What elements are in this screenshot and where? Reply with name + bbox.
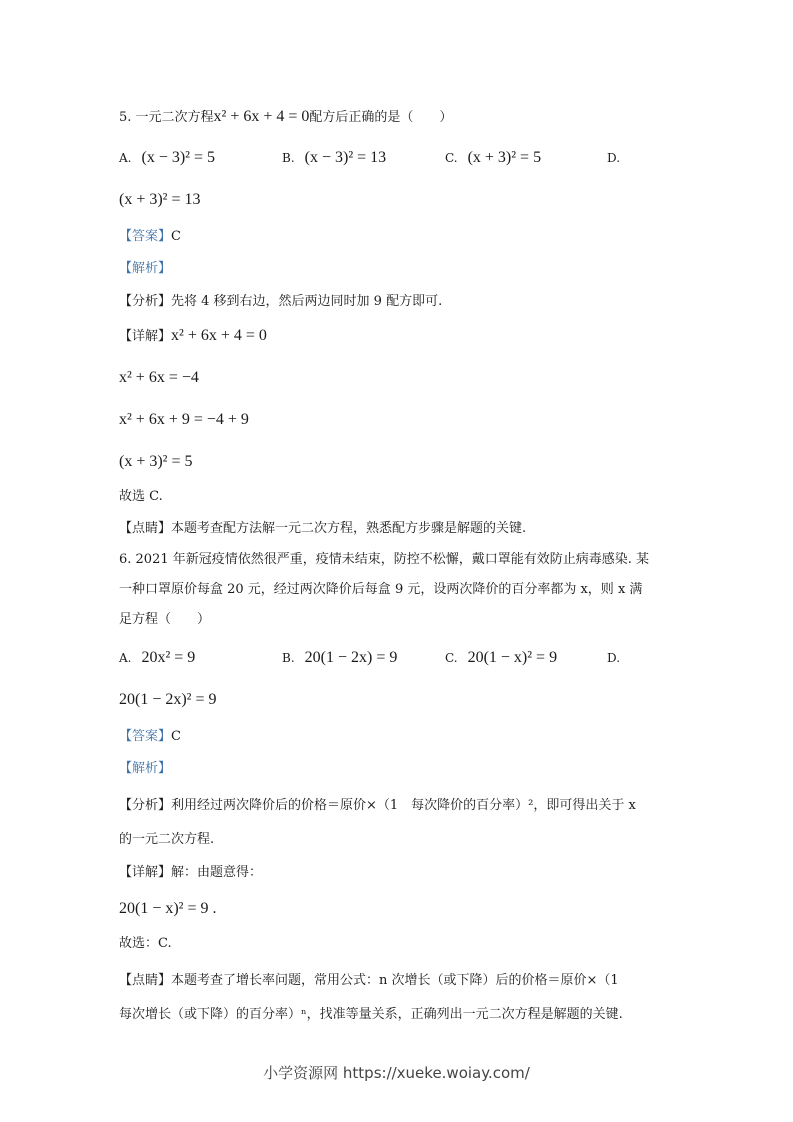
option-expr: (x + 3)² = 5: [467, 149, 542, 166]
q6-stem-line-2: 一种口罩原价每盒 20 元，经过两次降价后每盒 9 元，设两次降价的百分率都为 x，则 x 满: [119, 582, 643, 597]
q6-xiangjie: [119, 864, 262, 882]
option-expr: 20(1 − 2x)² = 9: [119, 691, 217, 708]
q6-stem-line-3: 足方程（ ）: [119, 612, 211, 627]
q6-stem-line-1: 6. 2021 年新冠疫情依然很严重，疫情未结束，防控不松懈，戴口罩能有效防止病毒感染. 某: [119, 552, 650, 567]
option-label: B.: [282, 651, 295, 665]
option-expr: 20(1 − x)² = 9: [467, 649, 558, 666]
q6-answer: [119, 728, 181, 746]
q6-dianjing-line-2: 每次增长（或下降）的百分率）ⁿ，找准等量关系，正确列出一元二次方程是解题的关键.: [119, 1007, 623, 1022]
dianjing-tag: 【点睛】: [119, 973, 172, 988]
q6-option-b: [282, 648, 397, 669]
answer-value: C: [171, 229, 181, 244]
q5-xiangjie: [119, 327, 267, 346]
q5-step-2: x² + 6x = −4: [119, 369, 199, 386]
option-expr: (x − 3)² = 13: [304, 149, 387, 166]
q6-step: 20(1 − x)² = 9 .: [119, 900, 217, 917]
xiangjie-tag: 【详解】: [119, 329, 172, 344]
option-label: D.: [607, 651, 621, 665]
option-label: C.: [445, 151, 458, 165]
answer-tag: 【答案】: [119, 729, 172, 744]
q6-option-a: [119, 648, 195, 669]
option-expr: 20x² = 9: [141, 649, 196, 666]
fenxi-text: 利用经过两次降价后的价格＝原价×（1 每次降价的百分率）²，即可得出关于 x: [171, 798, 636, 813]
q6-option-d-expr: [119, 690, 217, 711]
q5-stem-suffix: 配方后正确的是（ ）: [309, 110, 453, 125]
q5-option-c: [445, 148, 541, 169]
option-label: A.: [119, 651, 132, 665]
answer-value: C: [171, 729, 181, 744]
q5-stem: [119, 108, 452, 127]
xiangjie-tag: 【详解】: [119, 865, 172, 880]
q5-analysis-tag: 【解析】: [119, 261, 172, 276]
q5-option-d: [607, 148, 630, 169]
dianjing-tag: 【点睛】: [119, 521, 172, 536]
q5-dianjing: [119, 520, 526, 538]
q6-fenxi-line-1: [119, 797, 636, 815]
option-expr: (x − 3)² = 5: [141, 149, 215, 166]
q5-fenxi: [119, 293, 442, 311]
footer-watermark: 小学资源网 https://xueke.woiay.com/: [263, 1064, 530, 1082]
fenxi-tag: 【分析】: [119, 294, 172, 309]
dianjing-text: 本题考查了增长率问题，常用公式：n 次增长（或下降）后的价格＝原价×（1: [171, 973, 619, 988]
q5-stem-equation: x² + 6x + 4 = 0: [213, 108, 310, 125]
option-expr: 20(1 − 2x) = 9: [304, 649, 398, 666]
q5-conclusion: 故选 C.: [119, 489, 163, 504]
option-label: D.: [607, 151, 621, 165]
q6-conclusion: 故选：C.: [119, 936, 172, 951]
fenxi-text: 先将 4 移到右边，然后两边同时加 9 配方即可.: [171, 294, 443, 309]
step-1: x² + 6x + 4 = 0: [171, 327, 267, 344]
option-label: A.: [119, 151, 132, 165]
q5-step-4: (x + 3)² = 5: [119, 453, 193, 470]
q6-option-d: [607, 648, 630, 669]
q5-stem-prefix: 5. 一元二次方程: [119, 110, 214, 125]
dianjing-text: 本题考查配方法解一元二次方程，熟悉配方步骤是解题的关键.: [171, 521, 527, 536]
q5-step-3: x² + 6x + 9 = −4 + 9: [119, 411, 249, 428]
q6-option-c: [445, 648, 557, 669]
option-expr: (x + 3)² = 13: [119, 191, 201, 208]
option-label: C.: [445, 651, 458, 665]
option-label: B.: [282, 151, 295, 165]
q6-fenxi-line-2: 的一元二次方程.: [119, 832, 215, 847]
q5-option-d-expr: [119, 190, 201, 211]
q6-analysis-tag: 【解析】: [119, 761, 172, 776]
q6-dianjing-line-1: [119, 972, 619, 990]
xiangjie-text: 解：由题意得：: [171, 865, 263, 880]
q5-answer: [119, 228, 181, 246]
q5-option-b: [282, 148, 386, 169]
fenxi-tag: 【分析】: [119, 798, 172, 813]
q5-option-a: [119, 148, 215, 169]
answer-tag: 【答案】: [119, 229, 172, 244]
